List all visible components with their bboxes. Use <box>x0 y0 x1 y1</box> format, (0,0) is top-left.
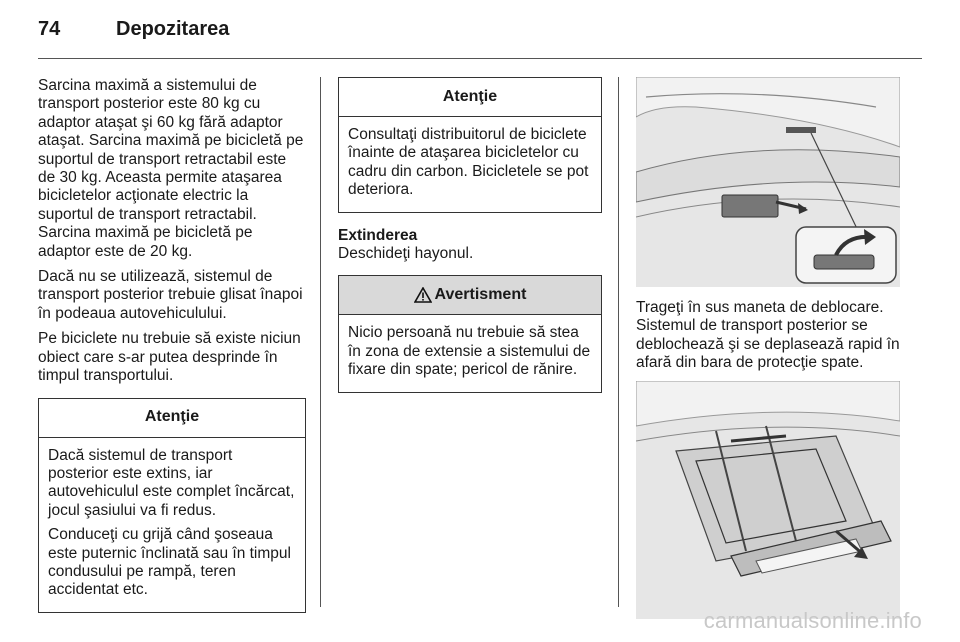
paragraph: Dacă nu se utilizează, sistemul de transport posterior trebuie glisat înapoi în podeaua autovehiculului. <box>38 268 303 322</box>
caution-body <box>339 117 601 212</box>
warning-box <box>338 275 602 392</box>
caution-title: Atenţie <box>339 78 601 117</box>
caution-body <box>39 438 305 612</box>
warning-text: Nicio persoană nu trebuie să stea în zona de extensie a sistemului de fixare din spate; pericol de rănire. <box>348 324 591 379</box>
warning-body <box>339 315 601 391</box>
caution-text: Dacă sistemul de transport posterior este extins, iar autovehiculul este complet încărcat, jocul şasiului va fi redus. <box>48 446 295 519</box>
page-number: 74 <box>38 18 61 40</box>
caution-text: Consultaţi distribuitorul de biciclete înainte de ataşarea bicicletelor cu cadru din carbon. Bicicletele se pot deteriora. <box>348 126 589 199</box>
watermark: carmanualsonline.info <box>703 608 922 633</box>
figure-extended-carrier <box>636 381 900 619</box>
figure-release-lever <box>636 77 900 287</box>
subheading: Extinderea <box>338 226 418 244</box>
warning-title: Avertisment <box>434 286 527 304</box>
warning-triangle-icon <box>414 287 432 303</box>
column-1 <box>38 77 306 613</box>
column-divider <box>320 77 321 607</box>
column-3 <box>636 77 900 619</box>
column-2 <box>338 77 602 393</box>
caution-box <box>38 398 306 613</box>
page-title: Depozitarea <box>116 18 230 40</box>
header-rule <box>38 58 922 59</box>
paragraph: Deschideţi hayonul. <box>338 245 474 263</box>
caution-text: Conduceţi cu grijă când şoseaua este puternic înclinată sau în timpul condusului pe rampă, teren accidentat etc. <box>48 526 291 599</box>
caution-title: Atenţie <box>39 399 305 438</box>
paragraph: Sarcina maximă a sistemului de transport posterior este 80 kg cu adaptor ataşat şi 60 kg fără adaptor ataşat. Sarcina maximă pe bicicletă pe suportul de transport retractabil este de 30 kg. Aceasta permite ataşarea bicicletelor acţionate electric la suportul de transport retractabil. Sarcina maximă pe bicicletă pe adaptor este de 20 kg. <box>38 77 304 260</box>
paragraph: Trageţi în sus maneta de deblocare. Sistemul de transport posterior se deblochează şi se deplasează rapid în afară din bara de protecţie spate. <box>636 299 900 372</box>
column-divider <box>618 77 619 607</box>
warning-header <box>339 276 601 315</box>
paragraph: Pe biciclete nu trebuie să existe niciun obiect care s-ar putea desprinde în timpul transportului. <box>38 330 301 385</box>
caution-box <box>338 77 602 213</box>
